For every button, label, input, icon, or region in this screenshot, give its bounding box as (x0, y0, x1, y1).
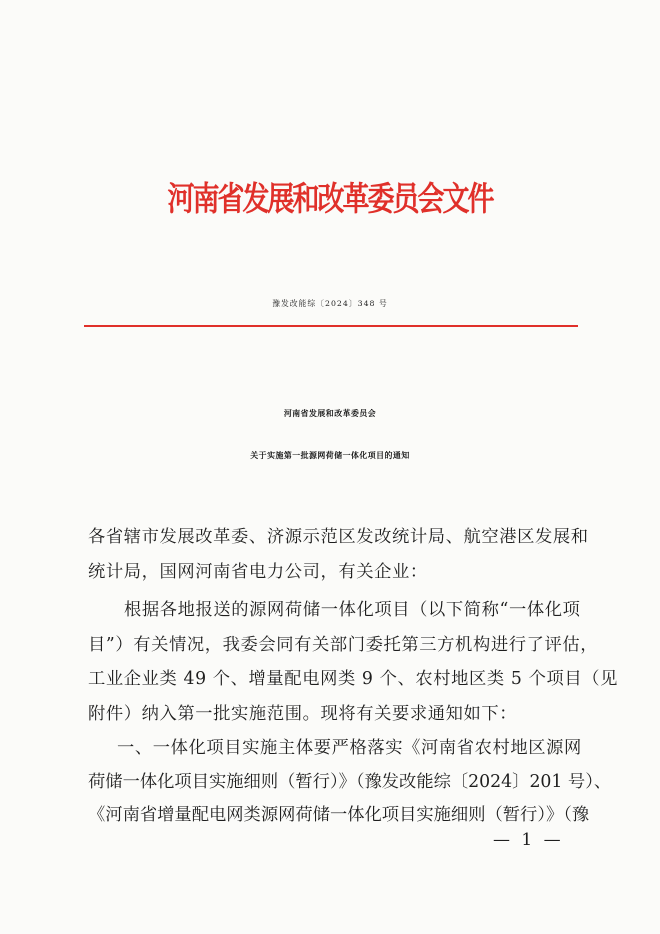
title-line-2: 关于实施第一批源网荷储一体化项目的通知 (250, 451, 410, 460)
body-line-4: 目”）有关情况，我委会同有关部门委托第三方机构进行了评估， (88, 635, 599, 655)
body-line-8: 荷储一体化项目实施细则（暂行）》（豫发改能综〔2024〕201 号）、 (88, 772, 612, 792)
document-number: 豫发改能综〔2024〕348 号 (272, 299, 388, 308)
body-line-3: 根据各地报送的源网荷储一体化项目（以下简称“一体化项 (124, 600, 581, 620)
body-line-9: 《河南省增量配电网类源网荷储一体化项目实施细则（暂行）》（豫 (88, 805, 590, 825)
body-line-5: 工业企业类 49 个、增量配电网类 9 个、农村地区类 5 个项目（见 (88, 669, 618, 689)
red-divider (84, 325, 578, 327)
body-line-6: 附件）纳入第一批实施范围。现将有关要求通知如下： (88, 704, 518, 724)
title-line-1: 河南省发展和改革委员会 (283, 409, 377, 418)
body-line-1: 各省辖市发展改革委、济源示范区发改统计局、航空港区发展和 (88, 527, 589, 547)
body-line-7: 一、一体化项目实施主体要严格落实《河南省农村地区源网 (117, 738, 582, 758)
body-line-2: 统计局，国网河南省电力公司，有关企业： (88, 562, 428, 582)
issuer-header: 河南省发展和改革委员会文件 (167, 180, 493, 219)
page-number: — 1 — (493, 830, 564, 850)
